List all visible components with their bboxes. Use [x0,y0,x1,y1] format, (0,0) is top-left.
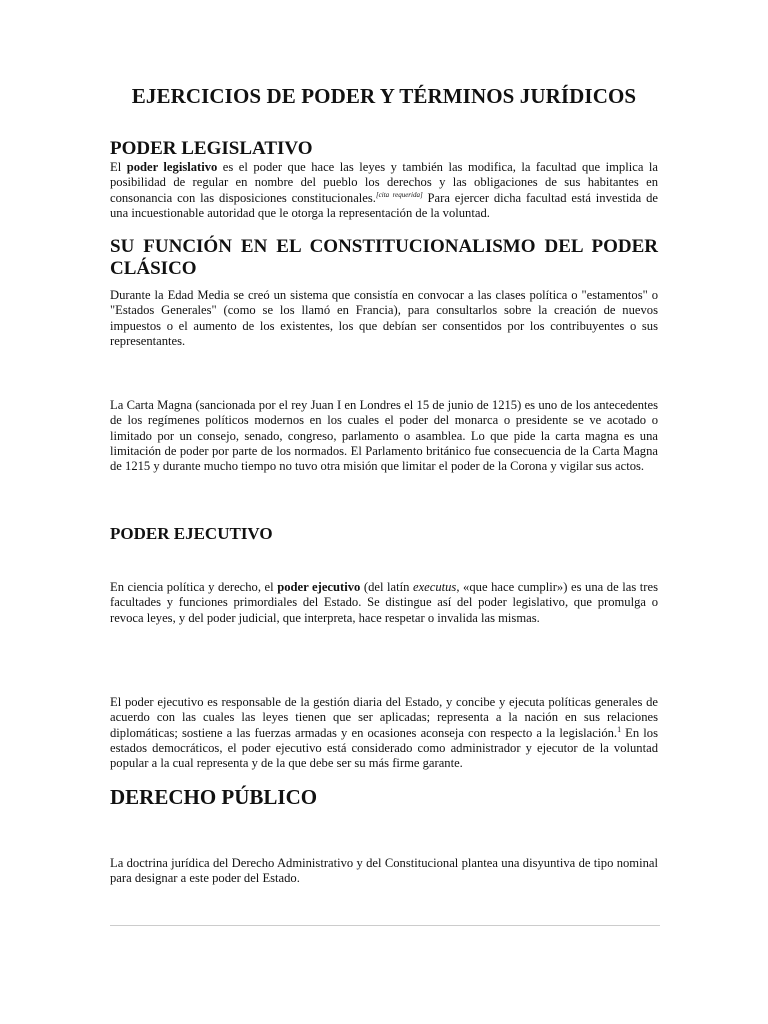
paragraph-text: Para ejercer dicha facultad está investida de una incuestionable autoridad que le otorga la representación de la voluntad. [110,190,658,220]
heading-derecho-publico: DERECHO PÚBLICO [110,785,318,809]
citation-needed: [cita requerida] [375,190,423,199]
bold-term: poder ejecutivo [277,580,361,594]
paragraph-carta-magna: La Carta Magna (sancionada por el rey Juan I en Londres el 15 de junio de 1215) es uno de los antecedentes de los regímenes políticos modernos en los cuales el poder del monarca o presidente se ve acotado o limitado por un consejo, senado, congreso, parlamento o asamblea. Lo que pide la carta magna es una limitación de poder por parte de los normados. El Parlamento británico fue consecuencia de la Carta Magna de 1215 y durante mucho tiempo no tuvo otra misión que limitar el poder de la Corona y vigilar sus actos. [110,398,658,474]
heading-funcion-constitucionalismo: SU FUNCIÓN EN EL CONSTITUCIONALISMO DEL PODER CLÁSICO [110,236,658,279]
footnote-marker: 1 [617,724,622,734]
page-divider [110,925,660,926]
bold-term: poder legislativo [126,160,218,174]
heading-poder-legislativo: PODER LEGISLATIVO [110,138,313,159]
paragraph-derecho-publico: La doctrina jurídica del Derecho Administrativo y del Constitucional plantea una disyuntiva de tipo nominal para designar a este poder del Estado. [110,856,658,886]
paragraph-edad-media: Durante la Edad Media se creó un sistema que consistía en convocar a las clases política o "estamentos" o "Estados Generales" (como se los llamó en Francia), para consultarlos sobre la creación de nuevos impuestos o el aumento de los existentes, los que debían ser consentidos por los contribuyentes o sus representantes. [110,288,658,348]
paragraph-text: El [110,160,127,174]
paragraph-ejecutivo-responsable [110,695,658,771]
paragraph-text: En ciencia política y derecho, el [110,580,278,594]
paragraph-text: , «que hace cumplir») es una de las tres facultades y funciones primordiales del Estado. Se distingue así del poder legislativo, que promulga o revoca leyes, y del poder judicial, que interpreta, hace respetar o invalida las mismas. [110,580,658,625]
paragraph-text: El poder ejecutivo es responsable de la gestión diaria del Estado, y concibe y ejecuta políticas generales de acuerdo con las cuales las leyes tienen que ser aplicadas; representa a la nación en sus relaciones diplomáticas; sostiene a las fuerzas armadas y en ocasiones aconseja con respecto a la legislación. [110,695,658,740]
italic-term: executus [412,580,457,594]
paragraph-text: En los estados democráticos, el poder ejecutivo está considerado como administrador y ejecutor de la voluntad popular a la cual representa y de la que debe ser su más firme garante. [110,725,658,771]
paragraph-ejecutivo-definicion [110,580,658,626]
paragraph-text: (del latín [360,580,413,594]
document-title: EJERCICIOS DE PODER Y TÉRMINOS JURÍDICOS [131,84,637,108]
paragraph-legislativo [110,160,658,221]
paragraph-text: es el poder que hace las leyes y también las modifica, la facultad que implica la posibilidad de regular en nombre del pueblo los derechos y las obligaciones de sus habitantes en consonancia con las disposiciones constitucionales. [110,160,658,205]
heading-poder-ejecutivo: PODER EJECUTIVO [110,524,273,543]
